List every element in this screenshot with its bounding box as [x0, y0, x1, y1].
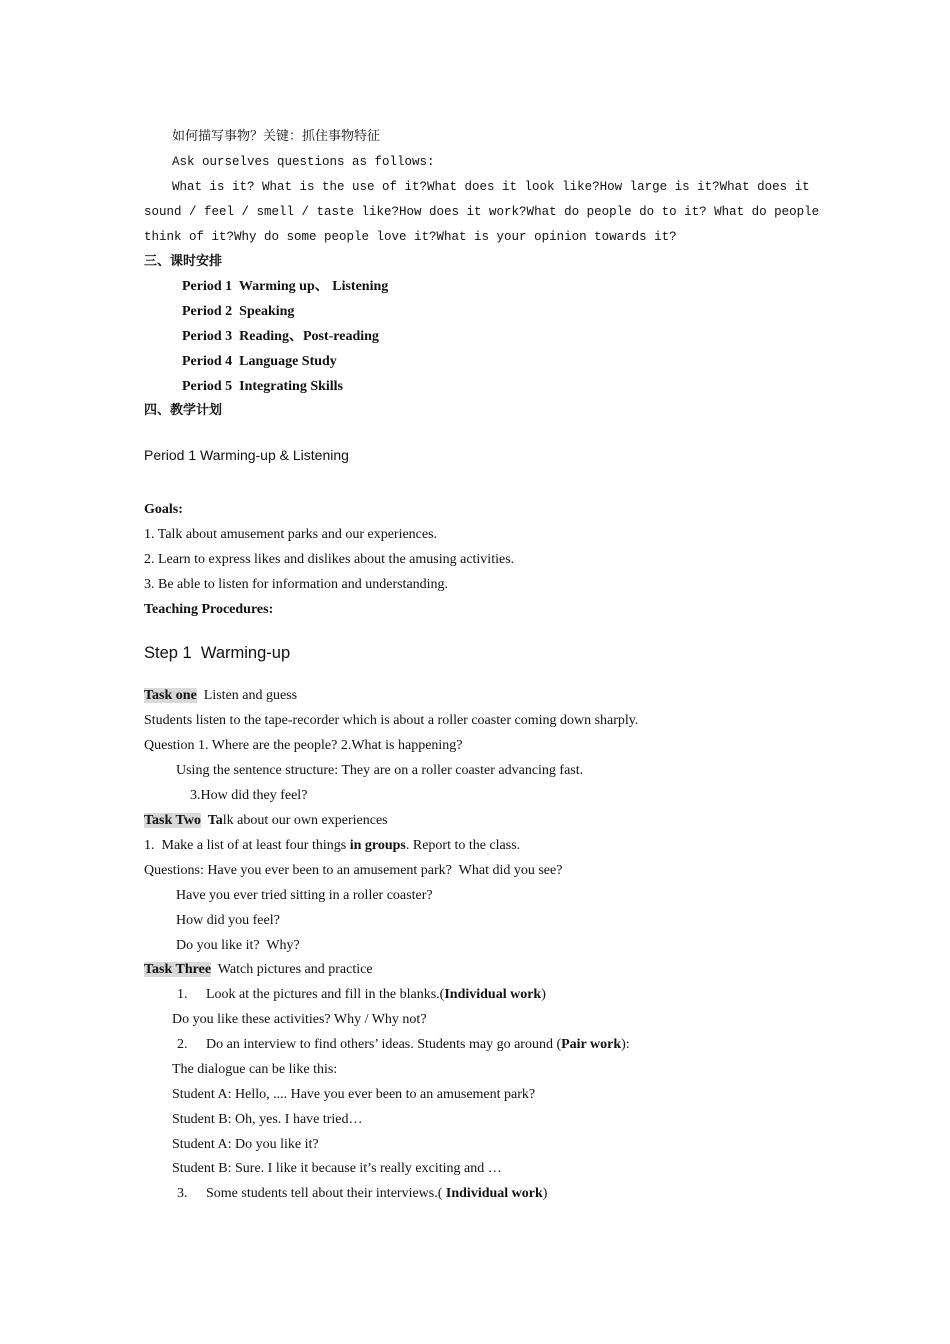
goal-1: 1. Talk about amusement parks and our experiences. — [144, 527, 438, 542]
task-two-line-1-post: . Report to the class. — [405, 838, 521, 853]
task-two-question-3: How did you feel? — [176, 913, 280, 928]
task-two-question-1: Questions: Have you ever been to an amusement park? What did you see? — [144, 863, 563, 878]
dialogue-intro: The dialogue can be like this: — [172, 1062, 338, 1077]
task-one-line-3: Using the sentence structure: They are on a roller coaster advancing fast. — [176, 763, 584, 778]
task-three-item-3-pre: Some students tell about their interviews.( — [206, 1186, 446, 1201]
schedule-period-1: Period 1 Warming up、 Listening — [182, 279, 389, 294]
task-two-line-1-pre: 1. Make a list of at least four things — [144, 838, 350, 853]
task-three-label: Task Three — [144, 962, 212, 977]
schedule-period-4: Period 4 Language Study — [182, 354, 337, 369]
task-one-heading — [144, 687, 297, 705]
task-one-label: Task one — [144, 688, 197, 703]
task-one-title: Listen and guess — [196, 688, 298, 703]
dialogue-line-2: Student B: Oh, yes. I have tried… — [172, 1112, 363, 1127]
task-one-line-4: 3.How did they feel? — [190, 788, 308, 803]
dialogue-line-1: Student A: Hello, .... Have you ever been to an amusement park? — [172, 1087, 536, 1102]
intro-line-questions-3: think of it?Why do some people love it?What is your opinion towards it? — [144, 230, 677, 244]
task-three-item-1 — [206, 986, 546, 1004]
task-three-item-1-bold: Individual work — [444, 987, 542, 1002]
intro-line-questions-1: What is it? What is the use of it?What does it look like?How large is it?What does it — [172, 180, 810, 194]
task-three-item-1-sub: Do you like these activities? Why / Why not? — [172, 1012, 427, 1027]
task-three-item-2-post: ): — [621, 1037, 630, 1052]
intro-line-questions-2: sound / feel / smell / taste like?How does it work?What do people do to it? What do people — [144, 205, 820, 219]
goals-label: Goals: — [144, 502, 183, 517]
task-three-item-3-post: ) — [542, 1186, 548, 1201]
task-three-title: Watch pictures and practice — [211, 962, 373, 977]
step-1-heading: Step 1 Warming-up — [144, 644, 291, 662]
task-three-item-1-post: ) — [541, 987, 546, 1002]
task-three-item-3 — [206, 1185, 547, 1203]
plan-heading: 四、教学计划 — [144, 403, 223, 418]
goal-3: 3. Be able to listen for information and understanding. — [144, 577, 449, 592]
procedures-label: Teaching Procedures: — [144, 602, 274, 617]
task-two-title-rest: lk about our own experiences — [222, 813, 388, 828]
task-three-item-2-number: 2. — [177, 1037, 188, 1052]
task-three-item-2-bold: Pair work — [561, 1037, 622, 1052]
task-three-item-3-bold: Individual work — [445, 1186, 543, 1201]
task-two-question-2: Have you ever tried sitting in a roller coaster? — [176, 888, 433, 903]
schedule-period-5: Period 5 Integrating Skills — [182, 379, 344, 394]
task-three-item-1-pre: Look at the pictures and fill in the blanks.( — [206, 987, 445, 1002]
task-two-line-1-bold: in groups — [349, 838, 406, 853]
task-three-item-3-number: 3. — [177, 1186, 188, 1201]
task-one-line-2: Question 1. Where are the people? 2.What is happening? — [144, 738, 463, 753]
task-two-question-4: Do you like it? Why? — [176, 938, 300, 953]
schedule-heading: 三、课时安排 — [144, 254, 223, 269]
schedule-period-2: Period 2 Speaking — [182, 304, 295, 319]
goal-2: 2. Learn to express likes and dislikes about the amusing activities. — [144, 552, 515, 567]
task-three-item-2 — [206, 1036, 630, 1054]
task-two-line-1 — [144, 837, 520, 855]
task-three-heading — [144, 961, 373, 979]
period-title: Period 1 Warming-up & Listening — [144, 447, 349, 463]
task-two-label: Task Two — [144, 813, 201, 828]
intro-line-ask: Ask ourselves questions as follows: — [172, 155, 435, 169]
dialogue-line-3: Student A: Do you like it? — [172, 1137, 319, 1152]
task-two-title-bold: Ta — [200, 813, 223, 828]
task-two-heading — [144, 812, 388, 830]
intro-line-describe: 如何描写事物？关键：抓住事物特征 — [172, 129, 381, 144]
task-three-item-1-number: 1. — [177, 987, 188, 1002]
task-one-line-1: Students listen to the tape-recorder which is about a roller coaster coming down sharply. — [144, 713, 639, 728]
schedule-period-3: Period 3 Reading、Post-reading — [182, 329, 379, 344]
dialogue-line-4: Student B: Sure. I like it because it’s really exciting and … — [172, 1161, 502, 1176]
task-three-item-2-pre: Do an interview to find others’ ideas. Students may go around ( — [206, 1037, 562, 1052]
